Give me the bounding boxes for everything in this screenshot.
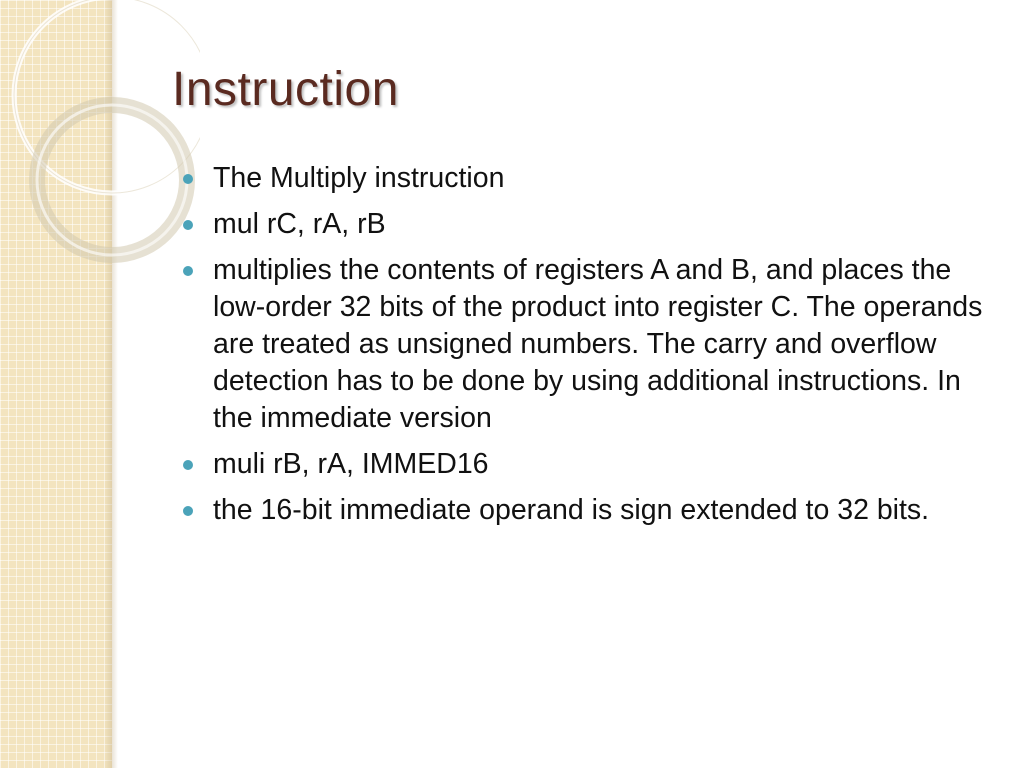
bullet-dot-icon xyxy=(183,506,193,516)
bullet-text: muli rB, rA, IMMED16 xyxy=(213,448,489,480)
list-item xyxy=(183,492,1003,529)
list-item xyxy=(183,160,1003,197)
bullet-dot-icon xyxy=(183,220,193,230)
bullet-dot-icon xyxy=(183,266,193,276)
decorative-side-band xyxy=(0,0,112,768)
bullet-text: The Multiply instruction xyxy=(213,162,505,194)
bullet-dot-icon xyxy=(183,460,193,470)
bullet-text: mul rC, rA, rB xyxy=(213,208,386,240)
bullet-dot-icon xyxy=(183,174,193,184)
list-item xyxy=(183,446,1003,483)
list-item xyxy=(183,252,1003,437)
slide-title: Instruction xyxy=(172,63,399,116)
side-band-shadow xyxy=(104,0,118,768)
list-item xyxy=(183,206,1003,243)
bullet-text: multiplies the contents of registers A and B, and places the low-order 32 bits of the product into register C. The operands are treated as unsigned numbers. The carry and overflow detection has to be done by using additional instructions. In the immediate version xyxy=(213,254,983,434)
bullet-text: the 16-bit immediate operand is sign extended to 32 bits. xyxy=(213,494,930,526)
bullet-list xyxy=(183,160,1003,538)
